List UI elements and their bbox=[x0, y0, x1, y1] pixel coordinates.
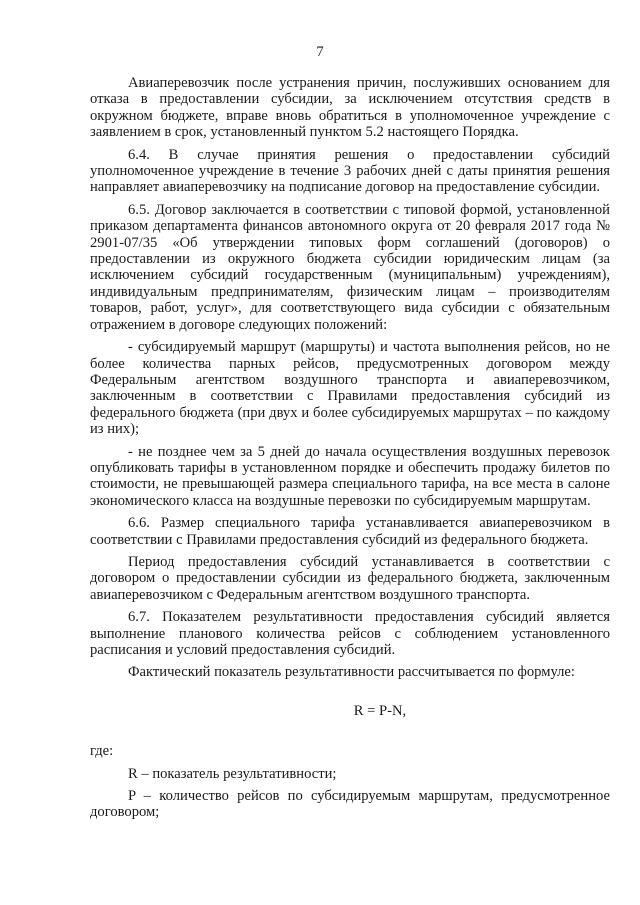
document-body bbox=[90, 75, 610, 821]
definition-r: R – показатель результативности; bbox=[128, 765, 337, 782]
formula: R = P-N, bbox=[353, 702, 407, 719]
paragraph-6-4: 6.4. В случае принятия решения о предоставлении субсидий уполномоченное учреждение в течение 3 рабочих дней с даты принятия решения направляет авиаперевозчику на подписание договор на предоставление субсидии. bbox=[90, 146, 610, 196]
paragraph-6-6: 6.6. Размер специального тарифа устанавливается авиаперевозчиком в соответствии с Правилами предоставления субсидий из федерального бюджета. bbox=[90, 515, 610, 548]
where-label: где: bbox=[90, 743, 114, 760]
page-number: 7 bbox=[316, 44, 324, 60]
list-item-tariffs: - не позднее чем за 5 дней до начала осуществления воздушных перевозок опубликовать тарифы в установленном порядке и обеспечить продажу билетов по стоимости, не превышающей размера специального тарифа, на все места в салоне экономического класса на воздушные перевозки по субсидируемым маршрутам. bbox=[90, 443, 610, 509]
paragraph-6-7: 6.7. Показателем результативности предоставления субсидий является выполнение планового количества рейсов с соблюдением установленного расписания и условий предоставления субсидий. bbox=[90, 609, 610, 658]
list-item-route: - субсидируемый маршрут (маршруты) и частота выполнения рейсов, но не более количества парных рейсов, предусмотренных договором между Федеральным агентством воздушного транспорта и авиаперевозчиком, заключенным в соответствии с Правилами предоставления субсидий из федерального бюджета (при двух и более субсидируемых маршрутах – по каждому из них); bbox=[90, 339, 610, 438]
paragraph-period: Период предоставления субсидий устанавливается в соответствии с договором о предоставлении субсидии из федерального бюджета, заключенным авиаперевозчиком с Федеральным агентством воздушного транспорта. bbox=[90, 553, 610, 603]
definition-p: P – количество рейсов по субсидируемым маршрутам, предусмотренное договором; bbox=[90, 788, 610, 821]
paragraph-formula-intro: Фактический показатель результативности рассчитывается по формуле: bbox=[128, 664, 575, 681]
paragraph-resubmission: Авиаперевозчик после устранения причин, послуживших основанием для отказа в предоставлении субсидии, за исключением отсутствия средств в окружном бюджете, вправе вновь обратиться в уполномоченное учреждение с заявлением в срок, установленный пунктом 5.2 настоящего Порядка. bbox=[90, 75, 610, 141]
paragraph-6-5: 6.5. Договор заключается в соответствии с типовой формой, установленной приказом департамента финансов автономного округа от 20 февраля 2017 года № 2901-07/35 «Об утверждении типовых форм соглашений (договоров) о предоставлении из окружного бюджета субсидии юридическим лицам (за исключением субсидий государственным (муниципальным) учреждениям), индивидуальным предпринимателям, физическим лицам – производителям товаров, работ, услуг», для соответствующего вида субсидии с обязательным отражением в договоре следующих положений: bbox=[90, 201, 610, 333]
